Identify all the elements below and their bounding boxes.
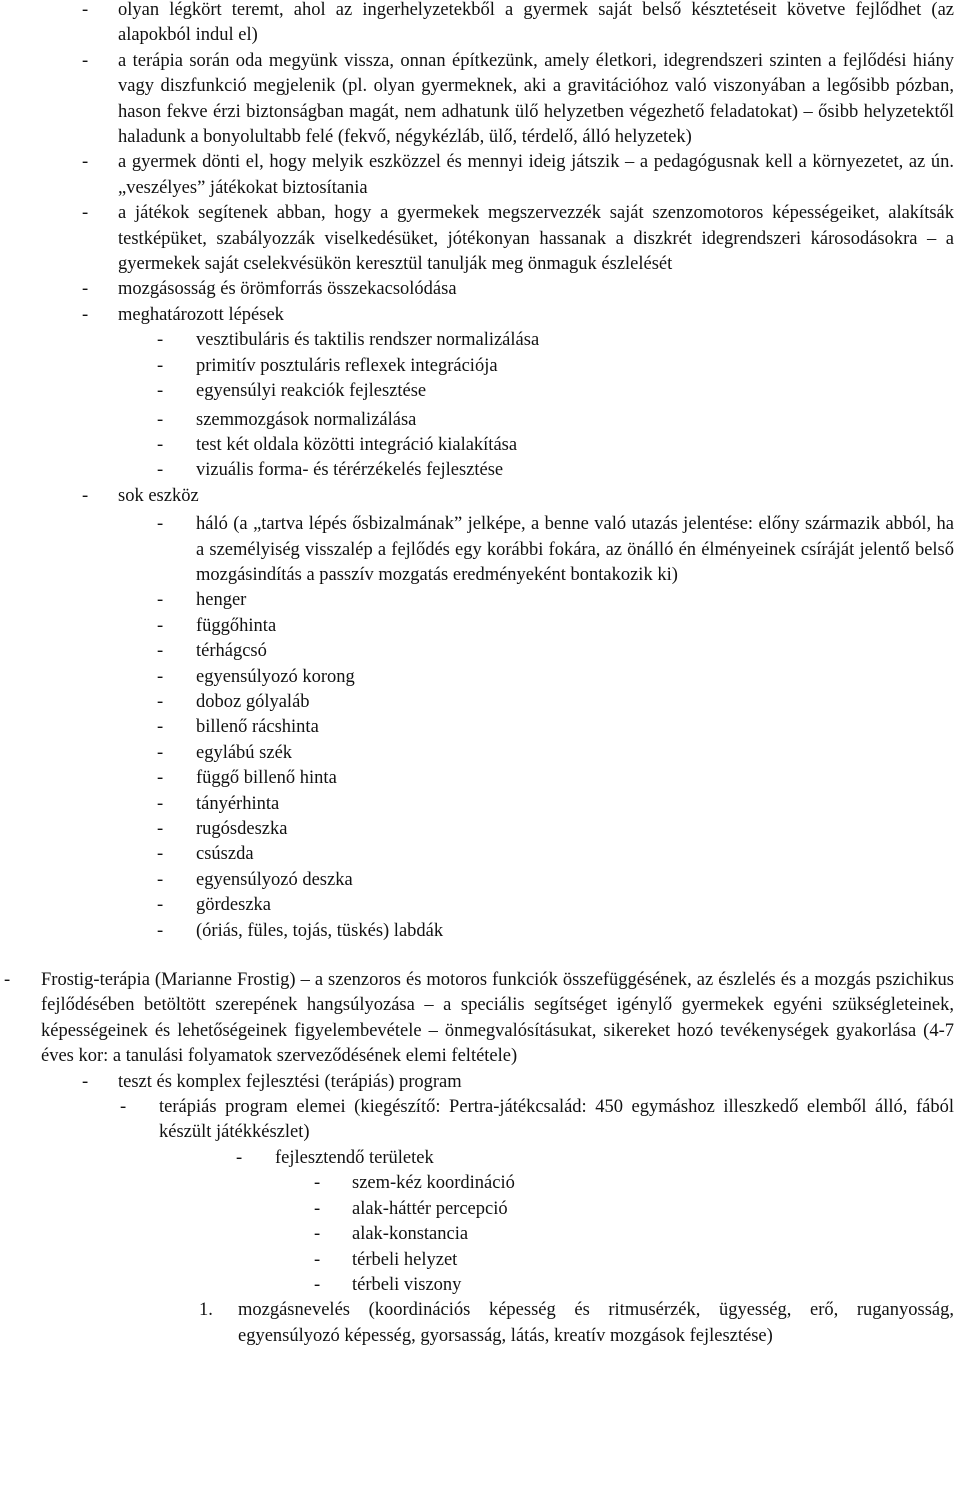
list-item bbox=[0, 150, 954, 201]
frostig-areas-heading-text: fejlesztendő területek bbox=[275, 1147, 434, 1168]
bullet-dash: - bbox=[157, 869, 164, 890]
list-item-text: a terápia során oda megyünk vissza, onnan építkezünk, amely életkori, idegrendszeri szinten a fejlődési hiány vagy diszfunkció megjelenik (pl. olyan gyermeknek, aki a gravitációhoz való viszonyában a legősibb pózban, hason fekve érzi biztonságban magát, nem adhatunk ülő helyzetben végezhető feladatokat) – ősibb helyzetektől haladunk a bonyolultabb felé (fekvő, négykézláb, ülő, térdelő, álló helyzetek) bbox=[118, 50, 954, 148]
bullet-dash: - bbox=[157, 742, 164, 763]
numbered-item bbox=[0, 1298, 954, 1349]
bullet-dash: - bbox=[314, 1173, 321, 1194]
tool-item bbox=[0, 614, 954, 639]
step-item bbox=[0, 458, 954, 483]
bullet-dash: - bbox=[157, 409, 164, 430]
tools-heading-text: sok eszköz bbox=[118, 485, 199, 506]
bullet-dash: - bbox=[157, 895, 164, 916]
tool-item bbox=[0, 512, 954, 588]
step-item bbox=[0, 408, 954, 433]
tool-text: egyensúlyozó deszka bbox=[196, 869, 353, 890]
tool-text: doboz gólyaláb bbox=[196, 691, 310, 712]
tool-text: tányérhinta bbox=[196, 793, 280, 814]
tool-item bbox=[0, 893, 954, 918]
area-text: térbeli viszony bbox=[352, 1274, 462, 1295]
frostig-program-text: teszt és komplex fejlesztési (terápiás) program bbox=[118, 1071, 462, 1092]
bullet-dash: - bbox=[82, 50, 89, 71]
step-item bbox=[0, 433, 954, 458]
step-item bbox=[0, 354, 954, 379]
area-item bbox=[0, 1273, 954, 1298]
tool-item bbox=[0, 665, 954, 690]
list-item bbox=[0, 49, 954, 151]
bullet-dash: - bbox=[157, 641, 164, 662]
bullet-dash: - bbox=[157, 691, 164, 712]
bullet-dash: - bbox=[82, 279, 89, 300]
bullet-dash: - bbox=[157, 793, 164, 814]
tool-item bbox=[0, 817, 954, 842]
bullet-dash: - bbox=[157, 615, 164, 636]
tool-text: billenő rácshinta bbox=[196, 717, 319, 738]
tool-item bbox=[0, 766, 954, 791]
frostig-areas-heading bbox=[0, 1146, 954, 1171]
step-text: szemmozgások normalizálása bbox=[196, 409, 417, 430]
area-item bbox=[0, 1171, 954, 1196]
step-text: egyensúlyi reakciók fejlesztése bbox=[196, 381, 427, 402]
list-item bbox=[0, 201, 954, 277]
frostig-item bbox=[0, 968, 954, 1070]
step-text: test két oldala közötti integráció kialakítása bbox=[196, 434, 518, 455]
area-item bbox=[0, 1197, 954, 1222]
tool-item bbox=[0, 639, 954, 664]
bullet-dash: - bbox=[82, 1071, 89, 1092]
bullet-dash: - bbox=[157, 768, 164, 789]
tool-item bbox=[0, 792, 954, 817]
frostig-elements-item bbox=[0, 1095, 954, 1146]
bullet-dash: - bbox=[314, 1274, 321, 1295]
tool-text: függő billenő hinta bbox=[196, 768, 337, 789]
area-item bbox=[0, 1222, 954, 1247]
step-text: vesztibuláris és taktilis rendszer normalizálása bbox=[196, 330, 540, 351]
bullet-dash: - bbox=[314, 1224, 321, 1245]
tool-text: térhágcsó bbox=[196, 641, 267, 662]
bullet-dash: - bbox=[157, 590, 164, 611]
bullet-dash: - bbox=[82, 203, 89, 224]
tool-text: henger bbox=[196, 590, 247, 611]
bullet-dash: - bbox=[314, 1198, 321, 1219]
item-number: 1. bbox=[199, 1300, 213, 1321]
area-text: alak-háttér percepció bbox=[352, 1198, 508, 1219]
tools-heading bbox=[0, 484, 954, 509]
list-item bbox=[0, 303, 954, 328]
frostig-program-item bbox=[0, 1070, 954, 1095]
frostig-elements-text: terápiás program elemei (kiegészítő: Pertra-játékcsalád: 450 egymáshoz illeszkedő elemből álló, fából készült játékkészlet) bbox=[159, 1097, 954, 1143]
list-item-text: olyan légkört teremt, ahol az ingerhelyzetekből a gyermek saját belső késztetéseit követve fejlődhet (az alapokból indul el) bbox=[118, 0, 954, 46]
bullet-dash: - bbox=[82, 0, 89, 20]
area-text: szem-kéz koordináció bbox=[352, 1173, 515, 1194]
bullet-dash: - bbox=[157, 666, 164, 687]
bullet-dash: - bbox=[157, 460, 164, 481]
tool-item bbox=[0, 588, 954, 613]
area-text: alak-konstancia bbox=[352, 1224, 469, 1245]
list-item bbox=[0, 0, 954, 49]
tool-text: csúszda bbox=[196, 844, 254, 865]
step-text: primitív posztuláris reflexek integrációja bbox=[196, 355, 498, 376]
area-item bbox=[0, 1248, 954, 1273]
tool-text: rugósdeszka bbox=[196, 819, 288, 839]
list-item bbox=[0, 277, 954, 302]
list-item-text: mozgásosság és örömforrás összekacsolódása bbox=[118, 279, 457, 300]
list-item-text: a játékok segítenek abban, hogy a gyermekek megszervezzék saját szenzomotoros képességeiket, alakítsák testképüket, szabályozzák viselkedésüket, jótékonyan hassanak a diszkrét idegrendszeri károsodásokra – a gyermekek saját cselekvésükön keresztül tanulják meg önmaguk észlelését bbox=[118, 203, 954, 275]
list-item-text: a gyermek dönti el, hogy melyik eszközzel és mennyi ideig játszik – a pedagógusnak kell a környezetet, az ún. „veszélyes” játékokat biztosítania bbox=[118, 152, 954, 198]
bullet-dash: - bbox=[236, 1147, 243, 1168]
area-text: térbeli helyzet bbox=[352, 1249, 458, 1270]
step-text: vizuális forma- és térérzékelés fejlesztése bbox=[196, 460, 504, 481]
tool-item bbox=[0, 919, 954, 944]
tool-text: egyensúlyozó korong bbox=[196, 666, 355, 687]
bullet-dash: - bbox=[120, 1097, 127, 1118]
numbered-item-text: mozgásnevelés (koordinációs képesség és ritmusérzék, ügyesség, erő, ruganyosság, egyensúlyozó képesség, gyorsasság, látás, kreatív mozgások fejlesztése) bbox=[238, 1300, 954, 1346]
bullet-dash: - bbox=[4, 970, 11, 991]
frostig-intro-text: Frostig-terápia (Marianne Frostig) – a szenzoros és motoros funkciók összefüggésének, az észlelés és a mozgás pszichikus fejlődésében betöltött szerepének hangsúlyozása – a speciális segítséget igénylő gyermekek egyéni szükségleteinek, képességeinek és lehetőségeinek figyelembevétele – önmegvalósításukat, sikereket hozó tevékenységek gyakorlása (4-7 éves kor: a tanulási folyamatok szerveződésének elemi feltétele) bbox=[41, 970, 954, 1067]
tool-text: gördeszka bbox=[196, 895, 271, 916]
bullet-dash: - bbox=[157, 920, 164, 941]
bullet-dash: - bbox=[82, 304, 89, 325]
bullet-dash: - bbox=[157, 844, 164, 865]
bullet-dash: - bbox=[157, 330, 164, 351]
bullet-dash: - bbox=[82, 152, 89, 173]
bullet-dash: - bbox=[157, 381, 164, 402]
tool-text: (óriás, füles, tojás, tüskés) labdák bbox=[196, 920, 444, 941]
tool-text: háló (a „tartva lépés ősbizalmának” jelképe, a benne való utazás jelentése: előny származik abból, ha a személyiség visszalép a fejlődés egy korábbi fokára, az önálló én élményeinek csíráját jelentő belső mozgásindítás a passzív mozgatás eredményeként bontakozik ki) bbox=[196, 514, 954, 585]
tool-text: függőhinta bbox=[196, 615, 277, 636]
bullet-dash: - bbox=[157, 434, 164, 455]
tool-item bbox=[0, 690, 954, 715]
step-item bbox=[0, 328, 954, 353]
bullet-dash: - bbox=[82, 485, 89, 506]
tool-item bbox=[0, 715, 954, 740]
step-item bbox=[0, 379, 954, 404]
bullet-dash: - bbox=[157, 819, 164, 839]
tool-item bbox=[0, 868, 954, 893]
tool-text: egylábú szék bbox=[196, 742, 293, 763]
bullet-dash: - bbox=[157, 514, 164, 535]
list-item-text: meghatározott lépések bbox=[118, 304, 284, 325]
bullet-dash: - bbox=[314, 1249, 321, 1270]
tool-item bbox=[0, 842, 954, 867]
tool-item bbox=[0, 741, 954, 766]
bullet-dash: - bbox=[157, 717, 164, 738]
bullet-dash: - bbox=[157, 355, 164, 376]
